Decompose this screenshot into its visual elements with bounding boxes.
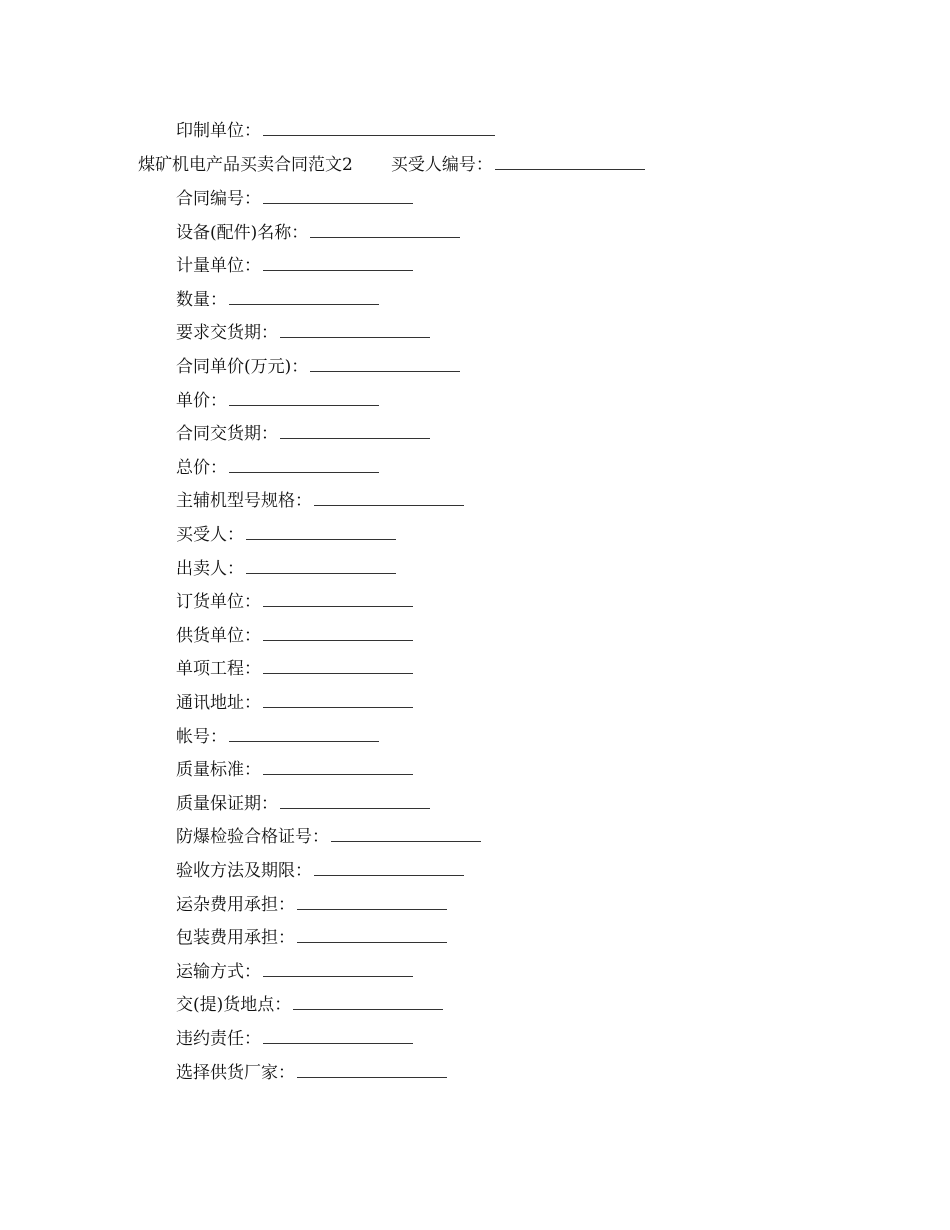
form-field-row xyxy=(176,588,413,616)
form-field-blank[interactable] xyxy=(263,657,413,674)
form-field-blank[interactable] xyxy=(263,254,413,271)
form-field-row xyxy=(176,1025,413,1053)
form-field-blank[interactable] xyxy=(263,758,413,775)
printing-unit-row xyxy=(176,117,495,145)
form-field-label: 订货单位： xyxy=(176,592,261,612)
form-field-row xyxy=(176,958,413,986)
form-field-label: 总价： xyxy=(176,458,227,478)
form-field-blank[interactable] xyxy=(314,489,464,506)
form-field-label: 供货单位： xyxy=(176,626,261,646)
form-field-blank[interactable] xyxy=(263,1027,413,1044)
form-field-row xyxy=(176,924,447,952)
form-field-blank[interactable] xyxy=(280,321,430,338)
form-field-label: 买受人： xyxy=(176,525,244,545)
form-field-label: 设备(配件)名称： xyxy=(176,223,309,243)
form-field-label: 帐号： xyxy=(176,727,227,747)
form-field-label: 交(提)货地点： xyxy=(176,995,292,1015)
form-field-label: 包装费用承担： xyxy=(176,928,295,948)
printing-unit-label: 印制单位： xyxy=(176,121,261,141)
form-field-blank[interactable] xyxy=(263,691,413,708)
form-field-label: 通讯地址： xyxy=(176,693,261,713)
form-field-row xyxy=(176,756,413,784)
form-field-row xyxy=(176,891,447,919)
form-field-row xyxy=(176,723,379,751)
form-field-row xyxy=(176,622,413,650)
form-field-row xyxy=(176,454,379,482)
form-field-label: 合同交货期： xyxy=(176,424,278,444)
title-row xyxy=(138,151,645,179)
form-field-row xyxy=(176,857,464,885)
form-field-blank[interactable] xyxy=(263,187,413,204)
form-field-blank[interactable] xyxy=(297,1061,447,1078)
buyer-number-label: 买受人编号： xyxy=(390,155,493,175)
form-field-row xyxy=(176,420,430,448)
form-field-blank[interactable] xyxy=(310,355,460,372)
form-field-blank[interactable] xyxy=(331,825,481,842)
form-field-row xyxy=(176,387,379,415)
form-field-blank[interactable] xyxy=(229,288,379,305)
form-field-label: 要求交货期： xyxy=(176,323,278,343)
form-field-blank[interactable] xyxy=(280,422,430,439)
form-field-row xyxy=(176,689,413,717)
form-field-row xyxy=(176,487,464,515)
form-field-blank[interactable] xyxy=(314,859,464,876)
form-field-label: 单项工程： xyxy=(176,659,261,679)
form-field-label: 验收方法及期限： xyxy=(176,861,312,881)
document-title: 煤矿机电产品买卖合同范文2 xyxy=(138,155,353,175)
form-field-label: 数量： xyxy=(176,290,227,310)
form-field-label: 质量保证期： xyxy=(176,794,278,814)
form-field-row xyxy=(176,1059,447,1087)
form-field-label: 选择供货厂家： xyxy=(176,1063,295,1083)
form-field-blank[interactable] xyxy=(246,523,396,540)
form-field-blank[interactable] xyxy=(293,993,443,1010)
form-field-label: 违约责任： xyxy=(176,1029,261,1049)
form-field-label: 合同编号： xyxy=(176,189,261,209)
form-field-row xyxy=(176,823,481,851)
form-field-blank[interactable] xyxy=(263,960,413,977)
form-field-blank[interactable] xyxy=(297,926,447,943)
form-field-blank[interactable] xyxy=(246,557,396,574)
printing-unit-blank[interactable] xyxy=(263,119,495,136)
form-field-label: 运输方式： xyxy=(176,962,261,982)
form-field-row xyxy=(176,655,413,683)
form-field-row xyxy=(176,319,430,347)
form-field-blank[interactable] xyxy=(229,389,379,406)
form-field-row xyxy=(176,521,396,549)
form-field-row xyxy=(176,353,460,381)
form-field-row xyxy=(176,555,396,583)
form-field-row xyxy=(176,185,413,213)
form-field-label: 防爆检验合格证号： xyxy=(176,827,329,847)
form-field-row xyxy=(176,991,443,1019)
form-field-label: 运杂费用承担： xyxy=(176,895,295,915)
form-field-label: 质量标准： xyxy=(176,760,261,780)
form-field-blank[interactable] xyxy=(263,590,413,607)
form-field-label: 合同单价(万元)： xyxy=(176,357,309,377)
form-field-blank[interactable] xyxy=(263,624,413,641)
form-field-row xyxy=(176,219,460,247)
form-field-label: 单价： xyxy=(176,391,227,411)
form-field-row xyxy=(176,252,413,280)
buyer-number-blank[interactable] xyxy=(495,153,645,170)
form-field-row xyxy=(176,286,379,314)
form-field-label: 计量单位： xyxy=(176,256,261,276)
form-field-label: 出卖人： xyxy=(176,559,244,579)
form-field-blank[interactable] xyxy=(229,456,379,473)
form-field-blank[interactable] xyxy=(310,221,460,238)
form-field-blank[interactable] xyxy=(229,725,379,742)
form-field-blank[interactable] xyxy=(297,893,447,910)
form-field-label: 主辅机型号规格： xyxy=(176,491,312,511)
form-field-blank[interactable] xyxy=(280,792,430,809)
form-field-row xyxy=(176,790,430,818)
